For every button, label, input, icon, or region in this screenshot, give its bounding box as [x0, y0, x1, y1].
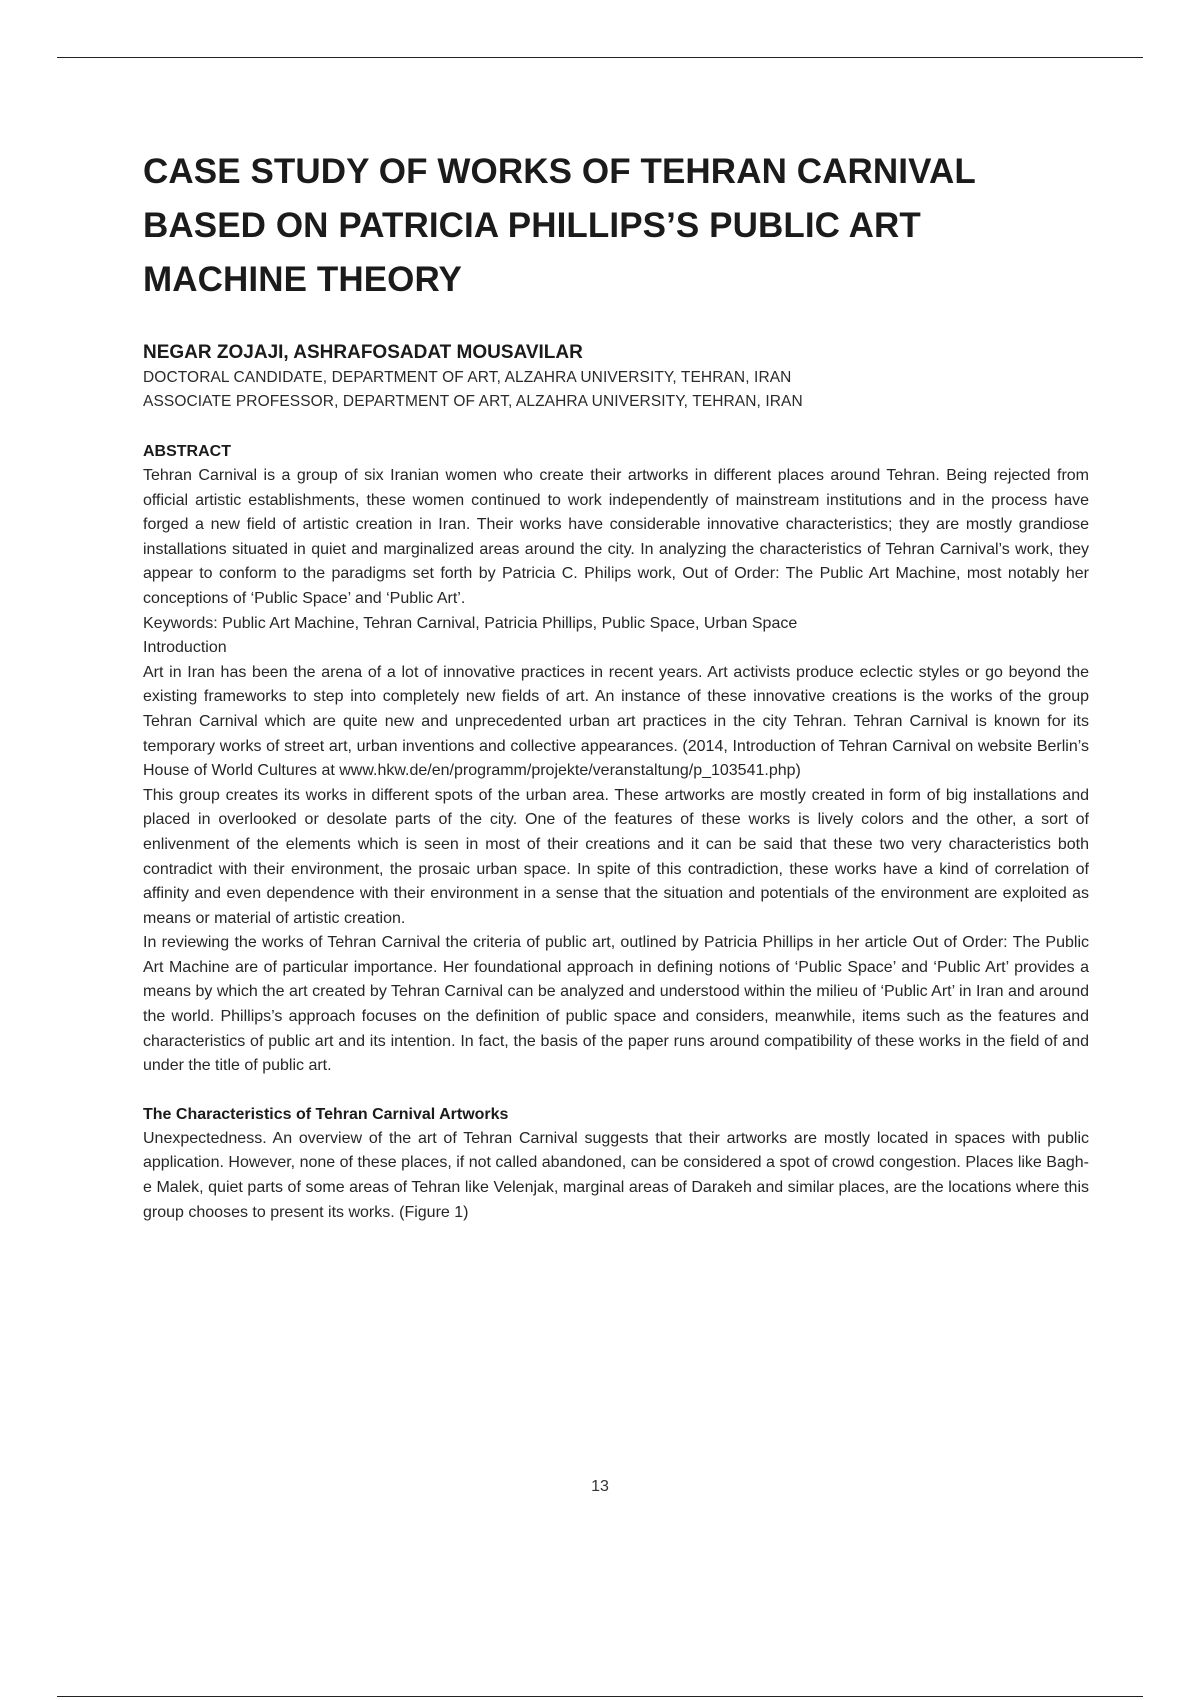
abstract-heading: ABSTRACT: [143, 443, 231, 460]
top-rule: [57, 57, 1143, 58]
page-number: 13: [591, 1478, 609, 1495]
paper-title: CASE STUDY OF WORKS OF TEHRAN CARNIVAL BASED ON PATRICIA PHILLIPS’S PUBLIC ART MACHINE THEORY: [143, 152, 976, 299]
intro-paragraph: This group creates its works in different spots of the urban area. These artworks are mostly created in form of big installations and placed in overlooked or desolate parts of the city. One of the features of these works is lively colors and the other, a sort of enlivenment of the elements which is seen in most of their creations and it can be said that these two very characteristics both contradict with their environment, the prosaic urban space. In spite of this contradiction, these works have a kind of correlation of affinity and even dependence with their environment in a sense that the situation and potentials of the environment are exploited as means or material of artistic creation.: [143, 786, 1089, 927]
intro-paragraph: In reviewing the works of Tehran Carnival the criteria of public art, outlined by Patricia Phillips in her article Out of Order: The Public Art Machine are of particular importance. Her foundational approach in defining notions of ‘Public Space’ and ‘Public Art’ provides a means by which the art created by Tehran Carnival can be analyzed and understood within the milieu of ‘Public Art’ in Iran and around the world. Phillips’s approach focuses on the definition of public space and considers, meanwhile, items such as the features and characteristics of public art and its intention. In fact, the basis of the paper runs around compatibility of these works in the field of and under the title of public art.: [143, 934, 1089, 1075]
paper-page: [143, 145, 1089, 1225]
characteristics-paragraph: Unexpectedness. An overview of the art of Tehran Carnival suggests that their artworks are mostly located in spaces with public application. However, none of these places, if not called abandoned, can be considered a spot of crowd congestion. Places like Bagh-e Malek, quiet parts of some areas of Tehran like Velenjak, marginal areas of Darakeh and similar places, are the locations where this group chooses to present its works. (Figure 1): [143, 1129, 1089, 1221]
affiliation-first: DOCTORAL CANDIDATE, DEPARTMENT OF ART, ALZAHRA UNIVERSITY, TEHRAN, IRAN: [143, 369, 792, 386]
bottom-rule: [57, 1696, 1143, 1697]
abstract-text: Tehran Carnival is a group of six Iranian women who create their artworks in different places around Tehran. Being rejected from official artistic establishments, these women continued to work independently of mainstream institutions and in the process have forged a new field of artistic creation in Iran. Their works have considerable innovative characteristics; they are mostly grandiose installations situated in quiet and marginalized areas around the city. In analyzing the characteristics of Tehran Carnival’s work, they appear to conform to the paradigms set forth by Patricia C. Philips work, Out of Order: The Public Art Machine, most notably her conceptions of ‘Public Space’ and ‘Public Art’.: [143, 467, 1089, 607]
characteristics-heading: The Characteristics of Tehran Carnival Artworks: [143, 1105, 509, 1123]
author-names: NEGAR ZOJAJI, ASHRAFOSADAT MOUSAVILAR: [143, 342, 583, 363]
intro-paragraph: Art in Iran has been the arena of a lot of innovative practices in recent years. Art activists produce eclectic styles or go beyond the existing frameworks to step into completely new fields of art. An instance of these innovative creations is the works of the group Tehran Carnival which are quite new and unprecedented urban art practices in the city Tehran. Tehran Carnival is known for its temporary works of street art, urban inventions and collective appearances. (2014, Introduction of Tehran Carnival on website Berlin’s House of World Cultures at www.hkw.de/en/programm/projekte/veranstaltung/p_103541.php): [143, 663, 1089, 780]
keywords-line: Keywords: Public Art Machine, Tehran Carnival, Patricia Phillips, Public Space, Urban Space: [143, 614, 798, 632]
introduction-heading: Introduction: [143, 639, 227, 657]
affiliation-second: ASSOCIATE PROFESSOR, DEPARTMENT OF ART, ALZAHRA UNIVERSITY, TEHRAN, IRAN: [143, 393, 803, 410]
